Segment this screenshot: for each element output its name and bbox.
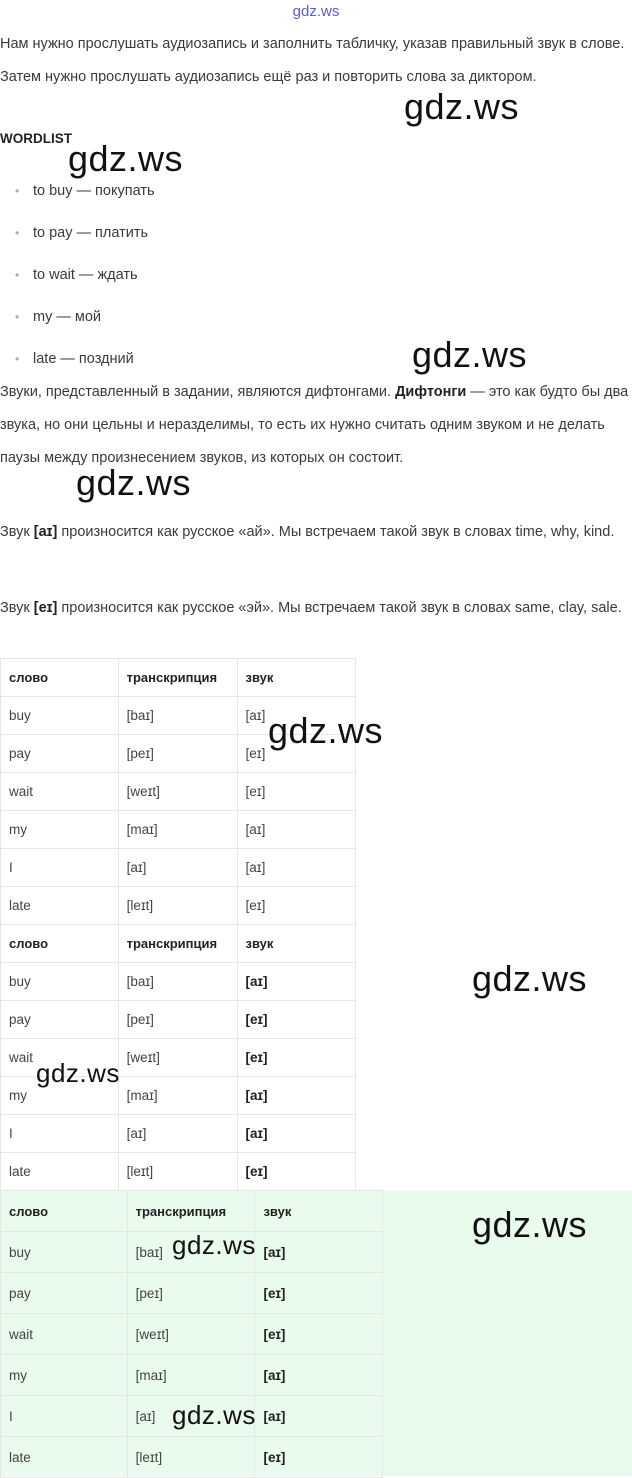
cell: I <box>1 1396 128 1437</box>
table-header-row <box>1 925 356 963</box>
cell: [eɪ] <box>255 1314 383 1355</box>
header-cell: транскрипция <box>127 1191 255 1232</box>
wordlist <box>0 174 155 384</box>
table-row <box>1 1437 383 1478</box>
header-cell: слово <box>1 659 119 697</box>
cell: [leɪt] <box>127 1437 255 1478</box>
cell: [aɪ] <box>237 1077 356 1115</box>
ai-paragraph <box>0 516 632 549</box>
watermark: gdz.ws <box>472 958 588 999</box>
cell: [eɪ] <box>237 1001 356 1039</box>
cell: [eɪ] <box>255 1273 383 1314</box>
header-cell: слово <box>1 925 119 963</box>
cell: [baɪ] <box>127 1232 255 1273</box>
cell: [leɪt] <box>118 1153 237 1191</box>
table-row <box>1 1001 356 1039</box>
cell: [eɪ] <box>255 1437 383 1478</box>
ai-sound: [aɪ] <box>33 524 58 540</box>
cell: [eɪ] <box>237 735 356 773</box>
cell: [aɪ] <box>237 963 356 1001</box>
cell: pay <box>1 735 119 773</box>
ai-text: произносится как русское «ай». Мы встречаем такой звук в словах time, why, kind. <box>57 524 615 540</box>
ei-paragraph <box>0 592 632 625</box>
table-header-row <box>1 659 356 697</box>
table-row <box>1 1355 383 1396</box>
cell: [weɪt] <box>118 773 237 811</box>
header-cell: слово <box>1 1191 128 1232</box>
diphthong-text: — это как будто бы два звука, но они цельны и неразделимы, то есть их нужно считать одним звуком и не делать паузы между произнесением звуков, из которых он состоит. <box>0 384 629 466</box>
site-link[interactable]: gdz.ws <box>292 3 340 20</box>
cell: [aɪ] <box>237 811 356 849</box>
cell: [maɪ] <box>118 811 237 849</box>
header-cell: транскрипция <box>118 659 237 697</box>
cell: [maɪ] <box>118 1077 237 1115</box>
table-row <box>1 887 356 925</box>
watermark: gdz.ws <box>412 334 528 375</box>
header-cell: звук <box>237 659 356 697</box>
cell: [aɪ] <box>255 1232 383 1273</box>
header-cell: транскрипция <box>118 925 237 963</box>
ai-text: Звук <box>0 524 34 540</box>
header-cell: звук <box>255 1191 383 1232</box>
watermark: gdz.ws <box>172 1230 256 1260</box>
watermark: gdz.ws <box>68 138 184 179</box>
cell: [weɪt] <box>127 1314 255 1355</box>
cell: [maɪ] <box>127 1355 255 1396</box>
table-header-row <box>1 1191 383 1232</box>
wordlist-item: • to buy — покупать <box>0 174 155 216</box>
cell: [baɪ] <box>118 697 237 735</box>
ei-sound: [eɪ] <box>33 600 58 616</box>
cell: [eɪ] <box>237 1039 356 1077</box>
cell: [eɪ] <box>237 887 356 925</box>
table-row <box>1 1115 356 1153</box>
table-row <box>1 773 356 811</box>
cell: buy <box>1 697 119 735</box>
cell: wait <box>1 773 119 811</box>
cell: my <box>1 811 119 849</box>
cell: [peɪ] <box>118 1001 237 1039</box>
cell: buy <box>1 1232 128 1273</box>
cell: [aɪ] <box>255 1355 383 1396</box>
cell: [eɪ] <box>237 1153 356 1191</box>
sound-table <box>0 658 356 925</box>
cell: wait <box>1 1314 128 1355</box>
wordlist-title: WORDLIST <box>0 131 72 146</box>
cell: [baɪ] <box>118 963 237 1001</box>
wordlist-item: • my — мой <box>0 300 155 342</box>
cell: late <box>1 1437 128 1478</box>
wordlist-item: • to pay — платить <box>0 216 155 258</box>
cell: [aɪ] <box>118 849 237 887</box>
table-row <box>1 849 356 887</box>
watermark: gdz.ws <box>76 462 192 503</box>
wordlist-item: • to wait — ждать <box>0 258 155 300</box>
cell: wait <box>1 1039 119 1077</box>
cell: [aɪ] <box>237 697 356 735</box>
cell: late <box>1 887 119 925</box>
cell: my <box>1 1355 128 1396</box>
cell: my <box>1 1077 119 1115</box>
header-cell: звук <box>237 925 356 963</box>
cell: I <box>1 849 119 887</box>
wordlist-item: • late — поздний <box>0 342 155 384</box>
table-row <box>1 1314 383 1355</box>
cell: [aɪ] <box>255 1396 383 1437</box>
cell: buy <box>1 963 119 1001</box>
cell: [aɪ] <box>118 1115 237 1153</box>
cell: late <box>1 1153 119 1191</box>
ei-text: произносится как русское «эй». Мы встречаем такой звук в словах same, clay, sale. <box>57 600 622 616</box>
cell: [peɪ] <box>118 735 237 773</box>
cell: [aɪ] <box>127 1396 255 1437</box>
cell: [aɪ] <box>237 849 356 887</box>
cell: [peɪ] <box>127 1273 255 1314</box>
table-row <box>1 1153 356 1191</box>
watermark: gdz.ws <box>472 1204 588 1245</box>
watermark: gdz.ws <box>268 710 384 751</box>
watermark: gdz.ws <box>404 86 520 127</box>
cell: [eɪ] <box>237 773 356 811</box>
cell: pay <box>1 1273 128 1314</box>
table-row <box>1 1273 383 1314</box>
cell: [aɪ] <box>237 1115 356 1153</box>
ei-text: Звук <box>0 600 34 616</box>
intro-paragraph: Нам нужно прослушать аудиозапись и заполнить табличку, указав правильный звук в слове. Затем нужно прослушать аудиозапись ещё раз и повторить слова за диктором. <box>0 36 625 85</box>
cell: pay <box>1 1001 119 1039</box>
cell: I <box>1 1115 119 1153</box>
table-row <box>1 811 356 849</box>
watermark: gdz.ws <box>172 1400 256 1430</box>
watermark: gdz.ws <box>36 1058 120 1088</box>
cell: [weɪt] <box>118 1039 237 1077</box>
diphthong-paragraph <box>0 376 632 475</box>
table-row <box>1 963 356 1001</box>
diphthong-term: Дифтонги <box>395 384 467 400</box>
diphthong-text: Звуки, представленный в задании, являются дифтонгами. <box>0 384 396 400</box>
cell: [leɪt] <box>118 887 237 925</box>
